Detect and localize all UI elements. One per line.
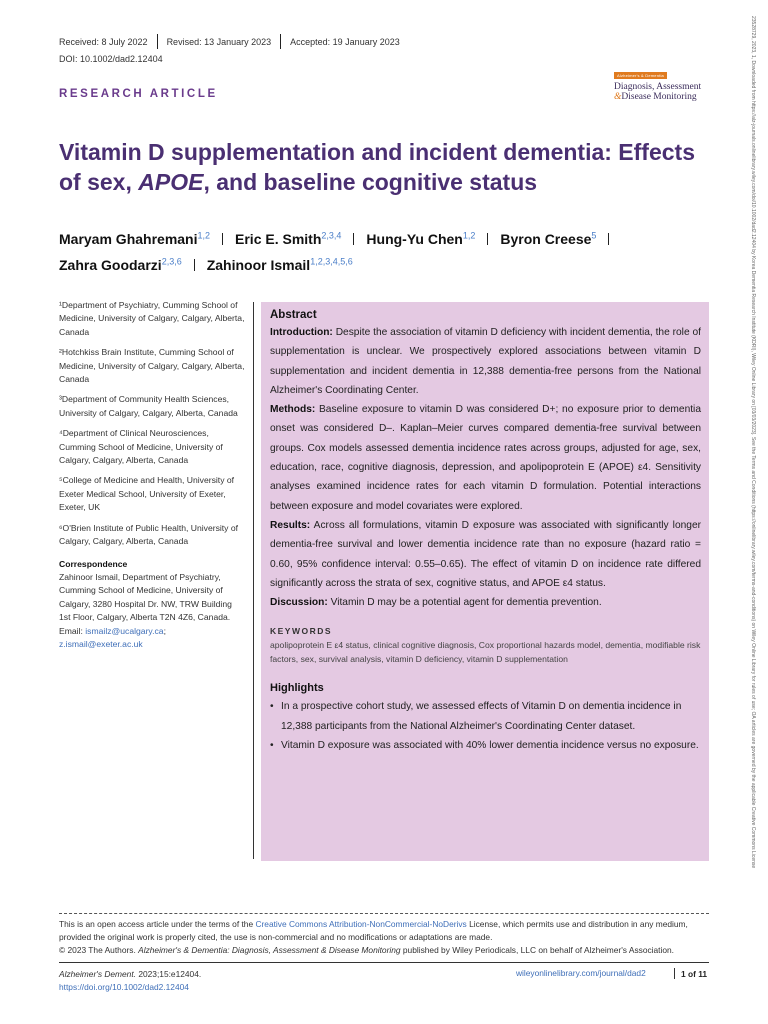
author-name: Byron Creese (500, 230, 592, 247)
divider (194, 259, 195, 271)
divider (59, 913, 709, 914)
list-item: • Vitamin D exposure was associated with 40% lower dementia incidence versus no exposure. (270, 736, 701, 755)
highlights-heading: Highlights (270, 682, 324, 695)
list-item: • In a prospective cohort study, we assessed effects of Vitamin D on dementia incidence in 12,388 participants from the National Alzheimer's Coordinating Center dataset. (270, 697, 701, 736)
email-link[interactable]: z.ismail@exeter.ac.uk (59, 638, 143, 649)
title-italic: APOE (138, 169, 204, 195)
author-name: Hung-Yu Chen (366, 230, 463, 247)
correspondence-heading: Correspondence (59, 558, 128, 569)
article-type: RESEARCH ARTICLE (59, 88, 218, 100)
divider (157, 34, 158, 49)
author-list (59, 224, 719, 277)
journal-logo-line2 (614, 92, 724, 102)
affiliation: ¹Department of Psychiatry, Cumming School of Medicine, University of Calgary, Calgary, Alberta, Canada (59, 300, 245, 337)
copyright: © 2023 The Authors. Alzheimer's & Dementia: Diagnosis, Assessment & Disease Monitoring published by Wiley Periodicals, LLC on behalf of Alzheimer's Association. (59, 945, 675, 955)
accepted-date: Accepted: 19 January 2023 (290, 36, 400, 47)
affiliation: ³Department of Community Health Sciences, University of Calgary, Calgary, Alberta, Canada (59, 394, 238, 418)
journal-logo-tag: Alzheimer's & Dementia (614, 72, 667, 79)
citation: Alzheimer's Dement. 2023;15:e12404. https://doi.org/10.1002/dad2.12404 (59, 969, 202, 992)
author-affiliation-refs: 1,2 (197, 230, 211, 240)
doi: DOI: 10.1002/dad2.12404 (59, 54, 163, 64)
abstract-box (261, 302, 709, 861)
affiliations (59, 299, 245, 651)
author[interactable] (207, 257, 353, 273)
divider (59, 962, 709, 963)
divider (353, 233, 354, 245)
affiliation: ⁶O'Brien Institute of Public Health, University of Calgary, Calgary, Alberta, Canada (59, 522, 239, 547)
abstract-discussion: Discussion: Vitamin D may be a potential agent for dementia prevention. (270, 597, 602, 609)
abstract-introduction: Introduction: Despite the association of vitamin D deficiency with incident dementia, the role of supplementation is unclear. We prospectively explored associations between vitamin D supplementation and incident dementia in 12,388 dementia-free persons from the National Alzheimer's Coordinating Center. (270, 327, 701, 396)
divider (487, 233, 488, 245)
author-affiliation-refs: 1,2 (462, 230, 476, 240)
license-link[interactable]: Creative Commons Attribution-NonCommercial-NoDerivs (255, 919, 467, 929)
affiliation: ²Hotchkiss Brain Institute, Cumming School of Medicine, University of Calgary, Calgary, Alberta, Canada (59, 347, 245, 385)
journal-site-link[interactable]: wileyonlinelibrary.com/journal/dad2 (516, 968, 646, 978)
journal-logo-line2-text: Disease Monitoring (621, 92, 697, 102)
download-notice: 23528729, 2023, 1, Downloaded from https://alz-journals.onlinelibrary.wiley.com/doi/10.1002/dad2.12404 by Korea Dementia Research Institute (KDRI), Wiley Online Library on [03/03/2023]. See the Terms and Conditions (https://onlinelibrary.wiley.com/terms-and-conditions) on Wiley Online Library for rules of use; OA articles are governed by the applicable Creative Commons License (750, 16, 756, 869)
author-affiliation-refs: 5 (591, 230, 597, 240)
divider (608, 233, 609, 245)
author[interactable] (366, 231, 475, 247)
license-notice: This is an open access article under the terms of the Creative Commons Attribution-NonCommercial-NoDerivs License, which permits use and distribution in any medium, provided the original work is properly cited, the use is non-commercial and no modifications or adaptations are made. © 2023 The Authors. Alzheimer's & Dementia: Diagnosis, Assessment & Disease Monitoring published by Wiley Periodicals, LLC on behalf of Alzheimer's Association. (59, 918, 709, 957)
download-notice-sidebar (750, 16, 762, 1006)
journal-logo (614, 64, 724, 102)
author[interactable] (59, 257, 182, 273)
received-date: Received: 8 July 2022 (59, 36, 148, 47)
author-affiliation-refs: 2,3,4 (321, 230, 342, 240)
abstract-methods: Methods: Baseline exposure to vitamin D was considered D+; no exposure prior to dementia onset was considered D–. Kaplan–Meier curves compared dementia-free survival between groups. Cox models assessed dementia incidence rates across groups, adjusted for age, sex, education, race, cognitive diagnosis, depression, and apolipoprotein E (APOE) ε4. Sensitivity analyses examined incidence rates for each vitamin D formulation. Potential interactions between exposure and model covariates were explored. (270, 404, 701, 512)
author[interactable] (59, 231, 210, 247)
page-number: 1 of 11 (674, 968, 707, 979)
divider (222, 233, 223, 245)
author-name: Zahra Goodarzi (59, 257, 162, 274)
revised-date: Revised: 13 January 2023 (166, 36, 272, 47)
correspondence-text: Zahinoor Ismail, Department of Psychiatry, Cumming School of Medicine, University of Calgary, 3280 Hospital Dr. NW, TRW Building 1st Floor, Calgary, Alberta T2N 4Z6, Canada. (59, 571, 232, 623)
highlights-list (270, 697, 701, 755)
keywords-text: apolipoprotein E ε4 status, clinical cognitive diagnosis, Cox proportional hazards model, dementia, modifiable risk factors, sex, survival analysis, vitamin D deficiency, vitamin D supplementation (270, 640, 701, 665)
doi-link[interactable]: https://doi.org/10.1002/dad2.12404 (59, 982, 189, 992)
author-affiliation-refs: 2,3,6 (161, 256, 182, 267)
abstract-heading: Abstract (270, 309, 317, 321)
affiliation: ⁵College of Medicine and Health, University of Exeter Medical School, University of Exeter, Exeter, UK (59, 475, 235, 513)
journal-logo-amp: & (614, 92, 622, 102)
email-link[interactable]: ismailz@ucalgary.ca (85, 625, 164, 636)
article-dates (59, 34, 400, 49)
author[interactable] (235, 231, 341, 247)
author-name: Eric E. Smith (235, 230, 322, 247)
author-name: Zahinoor Ismail (206, 257, 311, 274)
keywords-heading: KEYWORDS (270, 626, 333, 637)
article-title (59, 137, 719, 197)
author-affiliation-refs: 1,2,3,4,5,6 (310, 256, 353, 267)
column-divider (253, 302, 254, 859)
divider (674, 968, 675, 979)
author[interactable] (500, 231, 596, 247)
journal-logo-line1: Diagnosis, Assessment (614, 82, 702, 92)
title-part2: , and baseline cognitive status (203, 169, 538, 195)
correspondence-email: Email: ismailz@ucalgary.ca; (59, 625, 166, 636)
author-name: Maryam Ghahremani (59, 230, 198, 247)
affiliation: ⁴Department of Clinical Neurosciences, Cumming School of Medicine, University of Calgary, Calgary, Alberta, Canada (59, 428, 223, 466)
title-part1: Vitamin D supplementation and incident dementia: Effects of sex, (59, 139, 696, 195)
email-label: Email: (59, 625, 86, 636)
abstract-results: Results: Across all formulations, vitamin D exposure was associated with significantly longer dementia-free survival and lower dementia incidence rate than no exposure (hazard ratio = 0.60, 95% confidence interval: 0.55–0.65). The effect of vitamin D on incidence rate differed significantly across the strata of sex, cognitive status, and APOE ε4 status. (270, 519, 701, 589)
divider (280, 34, 281, 49)
